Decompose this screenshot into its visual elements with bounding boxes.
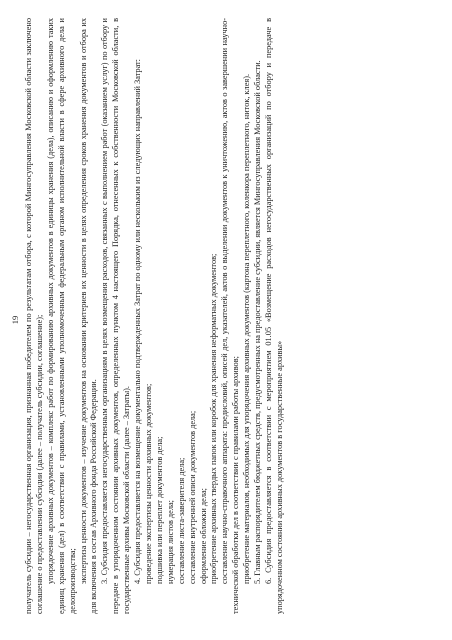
page-number: 19	[10, 315, 20, 325]
paragraph-clause-4: 4. Субсидия предоставляется на возмещение документально подтвержденных Затрат по одному или нескольким из следующих направлений Затрат:	[133, 59, 143, 584]
list-item-cover: оформление обложки дела;	[198, 488, 208, 584]
list-item-internal-inventory: составление внутренней описи документов дела;	[187, 410, 197, 584]
paragraph-ordering-definition: упорядочение архивных документов – комплекс работ по формированию архивных документов в единицы хранения (дела), описанию и оформлению таких единиц хранения (дел) в соответствии с правилами, установленными уполномоченным федеральным органом исполнительной власти в сфере архивного дела и делопроизводства;	[45, 18, 77, 614]
list-item-folders: приобретение архивных твердых папок или коробок для хранения неформатных документов;	[209, 253, 219, 584]
paragraph-clause-5: 5. Главным распорядителем бюджетных средств, предусмотренных на предоставление субсидии, является Мингосуправления Московской области.	[253, 60, 263, 584]
list-item-binding: подшивка или переплет документов дела;	[154, 436, 164, 584]
document-body	[24, 18, 286, 614]
list-item-reference-apparatus: составление научно-справочного аппарата: предисловий, описей дел, указателей, актов о выделении документов к уничтожению, актов о завершении научно-технической обработки дел в соответствии с правилами работы архивов;	[220, 18, 241, 614]
list-item-materials: приобретение материалов, необходимых для упорядочения архивных документов (картона переплетного, коленкора переплетного, ниток, клея).	[242, 73, 252, 584]
paragraph-clause-6: 6. Субсидия предоставляется в соответствии с мероприятием 01.05 «Возмещение расходов негосударственных организаций по отбору и передаче в упорядоченном состоянии архивных документов в государственные архивы»	[263, 18, 284, 614]
paragraph-expertise-definition: экспертиза ценности документов – изучение документов на основании критериев их ценности в целях определения сроков хранения документов и отбора их для включения в состав Архивного фонда Российской Федерации.	[78, 18, 99, 614]
list-item-expertise: проведение экспертизы ценности архивных документов;	[143, 383, 153, 584]
paragraph-recipient-definition: получатель субсидии – негосударственная организация, признанная победителем по результатам отбора, с которой Мингосуправления Московской области заключено соглашение о предоставлении субсидии (далее – получатель субсидии, соглашение);	[24, 18, 44, 614]
list-item-certification-sheet: составление листа-заверителя дела;	[176, 457, 186, 584]
list-item-numbering: нумерация листов дела;	[165, 500, 175, 584]
paragraph-clause-3: 3. Субсидия предоставляется негосударственным организациям в целях возмещения расходов, связанных с выполнением работ (оказанием услуг) по отбору и передаче в упорядоченном состоянии архивных документов, определенных пунктом 4 настоящего Порядка, отнесенных к собственности Московской области, в государственные архивы Московской области (далее – Затраты).	[100, 18, 132, 614]
